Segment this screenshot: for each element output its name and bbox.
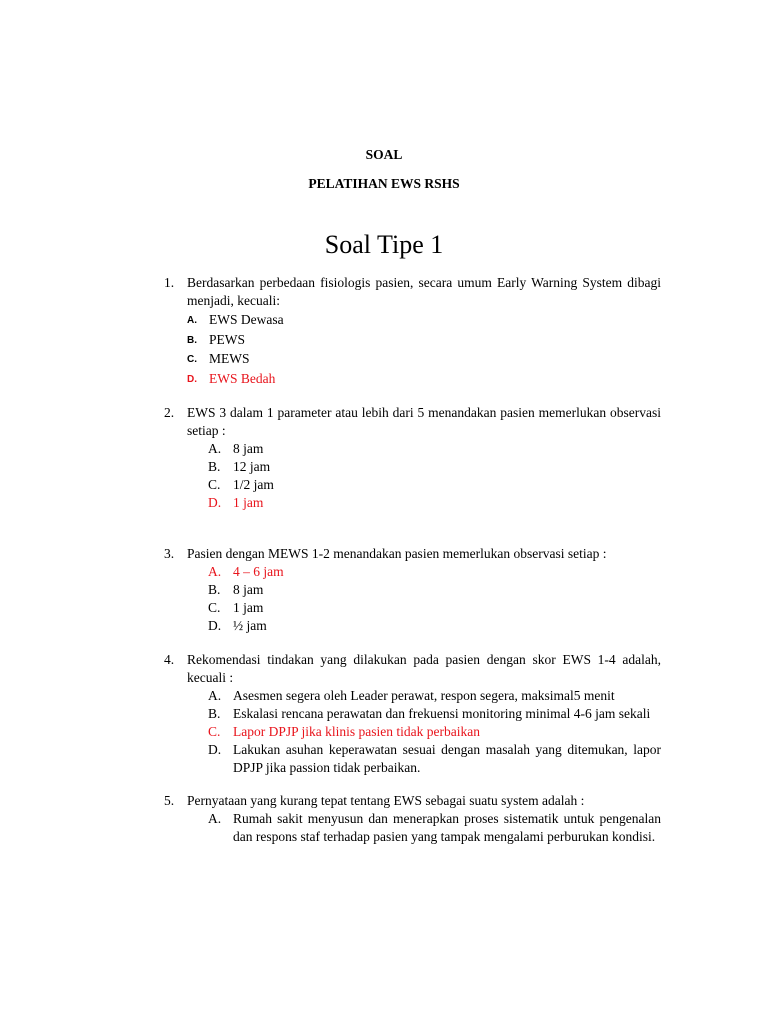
option-text: Lakukan asuhan keperawatan sesuai dengan masalah yang ditemukan, lapor DPJP jika passion tidak perbaikan. [233,742,661,775]
option-text: ½ jam [233,618,267,633]
option-d [208,617,661,635]
question-number: 1. [164,275,175,290]
option-b [208,705,661,723]
option-text: 12 jam [233,459,271,474]
doc-heading: SOAL [365,147,403,162]
option-c [208,476,661,494]
option-letter: A. [208,441,222,456]
option-list [208,563,661,635]
option-list [208,440,661,512]
question-4 [164,651,661,777]
option-text: Asesmen segera oleh Leader perawat, respon segera, maksimal5 menit [233,688,615,703]
question-1 [164,274,661,388]
option-b [187,330,661,350]
question-number: 5. [164,793,175,808]
option-letter: D. [208,495,222,510]
option-c [208,599,661,617]
option-text: 8 jam [233,441,264,456]
option-letter: D. [208,742,222,757]
question-text: Rekomendasi tindakan yang dilakukan pada pasien dengan skor EWS 1-4 adalah, kecuali : [187,652,661,685]
doc-subheading: PELATIHAN EWS RSHS [308,176,460,191]
question-number: 2. [164,405,175,420]
option-letter: C. [208,724,221,739]
option-text: 1 jam [233,495,264,510]
option-text: Lapor DPJP jika klinis pasien tidak perbaikan [233,724,480,739]
question-5 [164,792,661,846]
option-text: MEWS [209,351,250,366]
option-text: PEWS [209,331,246,347]
question-text: EWS 3 dalam 1 parameter atau lebih dari 5 menandakan pasien memerlukan observasi setiap : [187,405,661,438]
option-letter: C. [208,477,221,492]
option-c [187,349,661,369]
option-text: 1 jam [233,600,264,615]
question-number: 3. [164,546,175,561]
question-text: Pasien dengan MEWS 1-2 menandakan pasien memerlukan observasi setiap : [187,546,607,561]
option-a [208,687,661,705]
option-letter: B. [187,334,197,346]
option-text: EWS Dewasa [209,312,284,327]
option-text: 4 – 6 jam [233,564,284,579]
option-letter: A. [187,315,197,326]
option-letter: B. [208,706,221,721]
question-text: Pernyataan yang kurang tepat tentang EWS sebagai suatu system adalah : [187,793,585,808]
section-title: Soal Tipe 1 [324,230,444,259]
option-list [208,810,661,846]
option-letter: C. [208,600,221,615]
option-b [208,458,661,476]
option-letter: B. [208,459,221,474]
option-letter: C. [187,354,197,365]
option-letter: D. [187,373,197,385]
option-d [208,741,661,777]
option-text: 1/2 jam [233,477,274,492]
option-d-answer [208,494,661,512]
option-b [208,581,661,599]
option-letter: A. [208,811,222,826]
option-a [187,310,661,330]
option-letter: A. [208,688,222,703]
option-letter: A. [208,564,222,579]
option-a [208,440,661,458]
question-number: 4. [164,652,175,667]
option-c-answer [208,723,661,741]
option-a-answer [208,563,661,581]
option-text: Eskalasi rencana perawatan dan frekuensi monitoring minimal 4-6 jam sekali [233,706,651,721]
option-letter: D. [208,618,222,633]
question-2 [164,404,661,512]
option-list [208,687,661,777]
option-text: Rumah sakit menyusun dan menerapkan proses sistematik untuk pengenalan dan respons staf terhadap pasien yang tampak mengalami perburukan kondisi. [233,811,661,844]
option-text: EWS Bedah [209,370,276,386]
option-a [208,810,661,846]
option-text: 8 jam [233,582,264,597]
option-list [187,310,661,388]
question-text: Berdasarkan perbedaan fisiologis pasien, secara umum Early Warning System dibagi menjadi, kecuali: [187,275,661,308]
question-3 [164,545,661,635]
option-letter: B. [208,582,221,597]
option-d-answer [187,369,661,389]
